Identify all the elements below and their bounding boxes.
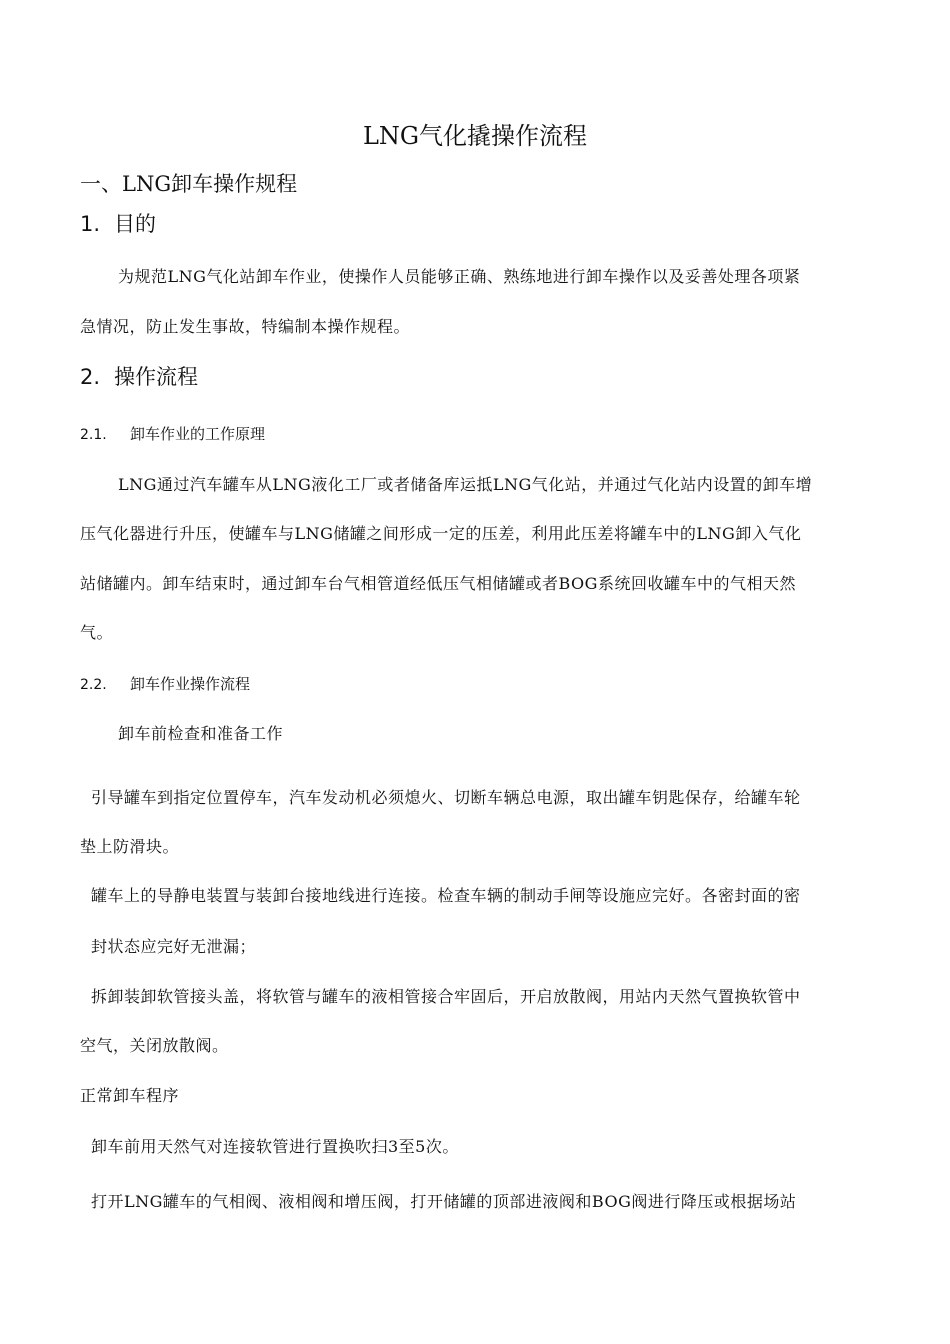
section-heading-1: 一、LNG卸车操作规程 bbox=[80, 172, 298, 196]
subheading-text: 卸车作业操作流程 bbox=[130, 675, 251, 693]
subheading-text: 卸车作业的工作原理 bbox=[130, 425, 266, 443]
prep-title: 卸车前检查和准备工作 bbox=[118, 724, 284, 743]
prep-item-1-line-2: 垫上防滑块。 bbox=[80, 837, 180, 856]
prep-item-2-line-1: 罐车上的导静电装置与装卸台接地线进行连接。检查车辆的制动手闸等设施应完好。各密封面的密 bbox=[91, 886, 801, 905]
normal-step-2: 打开LNG罐车的气相阀、液相阀和增压阀，打开储罐的顶部进液阀和BOG阀进行降压或根据场站 bbox=[91, 1192, 797, 1211]
normal-procedure-title: 正常卸车程序 bbox=[80, 1086, 180, 1105]
prep-item-2-line-2: 封状态应完好无泄漏； bbox=[91, 937, 257, 956]
subheading-number: 2.1. bbox=[80, 427, 107, 443]
prep-item-3-line-1: 拆卸装卸软管接头盖，将软管与罐车的液相管接合牢固后，开启放散阀，用站内天然气置换软管中 bbox=[91, 987, 801, 1006]
principle-paragraph-line-3: 站储罐内。卸车结束时，通过卸车台气相管道经低压气相储罐或者BOG系统回收罐车中的气相天然 bbox=[80, 574, 796, 593]
subheading-2-2 bbox=[80, 673, 250, 694]
principle-paragraph-line-2: 压气化器进行升压，使罐车与LNG储罐之间形成一定的压差，利用此压差将罐车中的LNG卸入气化 bbox=[80, 524, 802, 543]
heading-text: 操作流程 bbox=[114, 365, 198, 389]
purpose-paragraph-line-2: 急情况，防止发生事故，特编制本操作规程。 bbox=[80, 317, 411, 336]
heading-number: 1. bbox=[80, 212, 101, 236]
heading-text: 目的 bbox=[114, 212, 156, 236]
heading-purpose bbox=[80, 208, 156, 238]
principle-paragraph-line-1: LNG通过汽车罐车从LNG液化工厂或者储备库运抵LNG气化站，并通过气化站内设置的卸车增 bbox=[118, 475, 813, 494]
document-title: LNG气化撬操作流程 bbox=[362, 122, 588, 150]
heading-number: 2. bbox=[80, 365, 101, 389]
heading-procedure bbox=[80, 361, 198, 391]
prep-item-1-line-1: 引导罐车到指定位置停车，汽车发动机必须熄火、切断车辆总电源，取出罐车钥匙保存，给罐车轮 bbox=[91, 788, 801, 807]
normal-step-1: 卸车前用天然气对连接软管进行置换吹扫3至5次。 bbox=[91, 1137, 459, 1156]
subheading-number: 2.2. bbox=[80, 677, 107, 693]
subheading-2-1 bbox=[80, 423, 265, 444]
principle-paragraph-line-4: 气。 bbox=[80, 623, 114, 642]
purpose-paragraph-line-1: 为规范LNG气化站卸车作业，使操作人员能够正确、熟练地进行卸车操作以及妥善处理各项紧 bbox=[118, 267, 801, 286]
prep-item-3-line-2: 空气，关闭放散阀。 bbox=[80, 1036, 229, 1055]
